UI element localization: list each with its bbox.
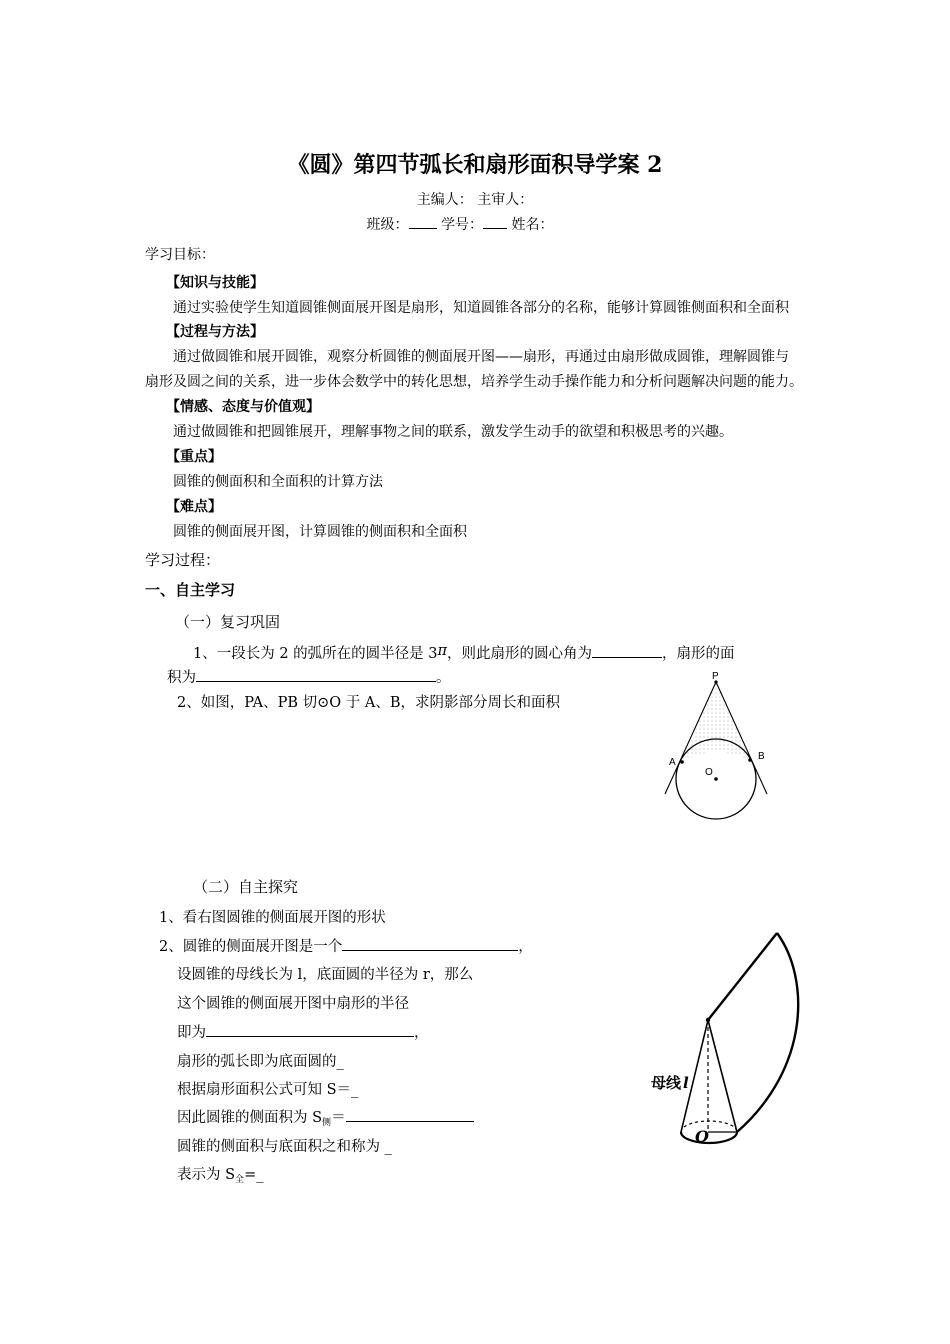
explore-6: 扇形的弧长即为底面圆的_ <box>177 1054 344 1070</box>
page-title: 《圆》第四节弧长和扇形面积导学案 2 <box>287 152 663 178</box>
number-field[interactable] <box>483 214 507 229</box>
class-label: 班级： <box>366 217 409 233</box>
generatrix-l-label: l <box>683 1074 689 1092</box>
cone-right-edge <box>708 1020 737 1132</box>
explore-4: 这个圆锥的侧面展开图中扇形的半径 <box>177 996 409 1012</box>
e5-end: ， <box>414 1025 429 1041</box>
subsection-2-heading: （二）自主探究 <box>193 878 299 896</box>
question-1-line-2 <box>167 666 451 687</box>
e8-subscript: 侧 <box>322 1118 332 1128</box>
e5-text: 即为 <box>177 1025 206 1041</box>
q1-end: 。 <box>436 670 451 686</box>
q1-text-c: ，扇形的面 <box>662 646 735 662</box>
e10-text: 表示为 S <box>177 1167 236 1183</box>
explore-3: 设圆锥的母线长为 l，底面圆的半径为 r，那么 <box>177 967 474 983</box>
pi-symbol: π <box>437 643 448 659</box>
sector-answer-field[interactable] <box>342 936 518 951</box>
e8-text: 因此圆锥的侧面积为 S <box>177 1110 323 1126</box>
label-a: A <box>669 757 676 768</box>
explore-8 <box>177 1106 474 1127</box>
process-text-2: 扇形及圆之间的关系，进一步体会数学中的转化思想，培养学生动手操作能力和分析问题解决问题的能力。 <box>145 374 803 390</box>
subsection-1-heading: （一）复习巩固 <box>175 613 281 631</box>
question-2: 2、如图，PA、PB 切⊙O 于 A、B，求阴影部分周长和面积 <box>177 695 561 711</box>
difficulty-text: 圆锥的侧面展开图，计算圆锥的侧面积和全面积 <box>173 524 467 540</box>
shaded-region <box>682 682 750 762</box>
emotion-text: 通过做圆锥和把圆锥展开，理解事物之间的联系，激发学生动手的欲望和积极思考的兴趣。 <box>173 424 733 440</box>
knowledge-text: 通过实验使学生知道圆锥侧面展开图是扇形，知道圆锥各部分的名称，能够计算圆锥侧面积和全面积 <box>173 300 789 316</box>
e8-eq: ＝ <box>331 1110 346 1126</box>
explore-10 <box>177 1163 263 1184</box>
process-heading: 【过程与方法】 <box>166 324 264 340</box>
goals-heading: 学习目标： <box>145 247 215 263</box>
generatrix-label: 母线 <box>651 1074 682 1092</box>
base-center-label: O <box>695 1127 709 1146</box>
e10-subscript: 全 <box>235 1175 245 1185</box>
q1-text-b: ，则此扇形的圆心角为 <box>447 646 593 662</box>
name-label: 姓名： <box>511 217 554 233</box>
number-label: 学号： <box>441 217 483 233</box>
section-1-heading: 一、自主学习 <box>145 581 236 599</box>
q1-text-d: 积为 <box>167 670 196 686</box>
explore-1: 1、看右图圆锥的侧面展开图的形状 <box>159 910 386 926</box>
editors-line: 主编人： 主审人： <box>416 192 534 208</box>
sector-edge-upper <box>708 933 777 1020</box>
key-heading: 【重点】 <box>166 449 222 465</box>
e10-eq: =_ <box>244 1167 264 1183</box>
point-a <box>680 760 684 764</box>
process-text-1: 通过做圆锥和展开圆锥，观察分析圆锥的侧面展开图——扇形，再通过由扇形做成圆锥，理解圆锥与 <box>173 349 789 365</box>
difficulty-heading: 【难点】 <box>166 499 222 515</box>
angle-answer-field[interactable] <box>592 643 662 658</box>
base-ellipse-front <box>681 1132 737 1143</box>
e2-end: ， <box>518 939 533 955</box>
tangent-figure <box>655 668 775 828</box>
key-text: 圆锥的侧面积和全面积的计算方法 <box>173 474 383 490</box>
label-p: P <box>712 671 719 682</box>
explore-9: 圆锥的侧面积与底面积之和称为 _ <box>177 1139 392 1155</box>
sector-arc <box>737 933 798 1132</box>
e2-text: 2、圆锥的侧面展开图是一个 <box>159 939 343 955</box>
radius-answer-field[interactable] <box>206 1022 414 1037</box>
process-main-heading: 学习过程： <box>145 551 221 569</box>
explore-7: 根据扇形面积公式可知 S＝_ <box>177 1082 359 1098</box>
explore-5 <box>177 1021 429 1042</box>
base-ellipse-back <box>681 1121 737 1132</box>
class-field[interactable] <box>409 214 437 229</box>
point-b <box>748 758 752 762</box>
q1-text-a: 1、一段长为 2 的弧所在的圆半径是 3 <box>193 646 438 662</box>
emotion-heading: 【情感、态度与价值观】 <box>166 399 320 415</box>
label-o: O <box>705 767 713 778</box>
point-o <box>714 777 718 781</box>
knowledge-heading: 【知识与技能】 <box>166 275 264 291</box>
cone-development-figure <box>645 928 815 1158</box>
student-info-line <box>0 214 950 234</box>
label-b: B <box>758 751 765 762</box>
explore-2 <box>159 935 533 956</box>
area-answer-field[interactable] <box>196 667 436 682</box>
lateral-area-answer-field[interactable] <box>346 1107 474 1122</box>
apex-point <box>706 1018 710 1022</box>
question-1-line-1 <box>193 642 735 663</box>
